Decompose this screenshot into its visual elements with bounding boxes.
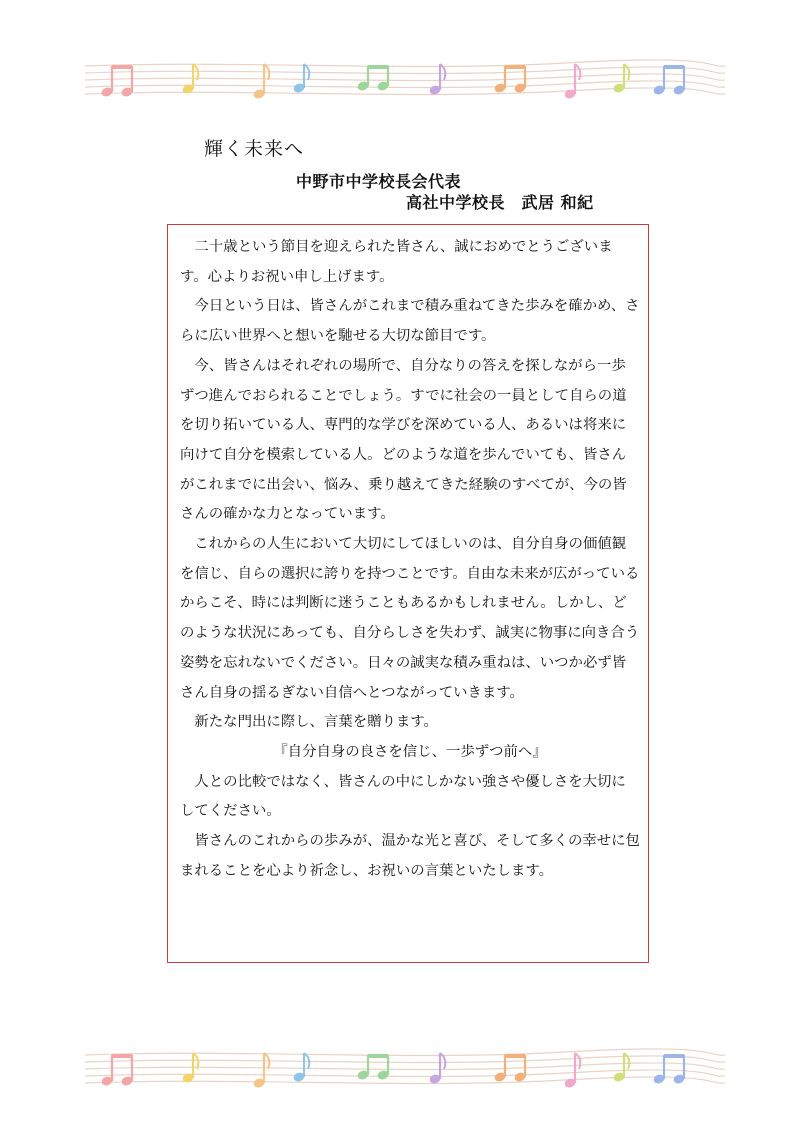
- staff-line: [85, 60, 725, 67]
- staff-line: [85, 1049, 725, 1056]
- staff-lines-graphic: [85, 1045, 725, 1095]
- staff-line: [85, 1077, 725, 1084]
- author-affiliation: 中野市中学校長会代表: [296, 172, 462, 191]
- paragraph: 今日という日は、皆さんがこれまで積み重ねてきた歩みを確かめ、さらに広い世界へと想いを馳せる大切な節目です。: [180, 298, 640, 345]
- staff-line: [85, 88, 725, 95]
- paragraph: これからの人生において大切にしてほしいのは、自分自身の価値観を信じ、自らの選択に誇りを持つことです。自由な未来が広がっているからこそ、時には判断に迷うこともあるかもしれません。しかし、どのような状況にあっても、自分らしさを失わず、誠実に物事に向き合う姿勢を忘れないでください。日々の誠実な積み重ねは、いつか必ず皆さん自身の揺るぎない自信へとつながっていきます。: [180, 536, 640, 701]
- page-title: 輝く未来へ: [204, 138, 305, 160]
- beamed-notes-icon: [356, 66, 389, 92]
- paragraph: 新たな門出に際し、言葉を贈ります。: [194, 714, 438, 731]
- message-body: [180, 233, 640, 886]
- paragraph: 今、皆さんはそれぞれの場所で、自分なりの答えを探しながら一歩ずつ進んでおられることでしょう。すでに社会の一員として自らの道を切り拓いている人、専門的な学びを深めている人、あるいは将来に向けて自分を模索している人。どのような道を歩んでいても、皆さんがこれまでに出会い、悩み、乗り越えてきた経験のすべてが、今の皆さんの確かな力となっています。: [180, 357, 627, 523]
- paragraph: 皆さんのこれからの歩みが、温かな光と喜び、そして多くの幸せに包まれることを心より祈念し、お祝いの言葉といたします。: [180, 833, 640, 879]
- eighth-note-icon: [252, 64, 269, 100]
- staff-line: [85, 1070, 725, 1077]
- eighth-note-icon: [612, 1053, 629, 1083]
- eighth-note-icon: [181, 1053, 198, 1084]
- eighth-note-icon: [181, 64, 198, 95]
- paragraph: 人との比較ではなく、皆さんの中にしかない強さや優しさを大切にしてください。: [180, 773, 626, 820]
- eighth-note-icon: [612, 64, 629, 94]
- music-notes-banner-bottom: [85, 1045, 725, 1095]
- music-notes-banner-top: [85, 56, 725, 106]
- author-name: 高社中学校長 武居 和紀: [406, 193, 594, 212]
- beamed-notes-icon: [356, 1055, 389, 1081]
- staff-line: [85, 81, 725, 88]
- paragraph: 二十歳という節目を迎えられた皆さん、誠におめでとうございます。心よりお祝い申し上げます。: [180, 239, 613, 285]
- motto-line: 『自分自身の良さを信じ、一歩ずつ前へ』: [273, 743, 547, 760]
- staff-lines-graphic: [85, 56, 725, 106]
- eighth-note-icon: [252, 1053, 269, 1089]
